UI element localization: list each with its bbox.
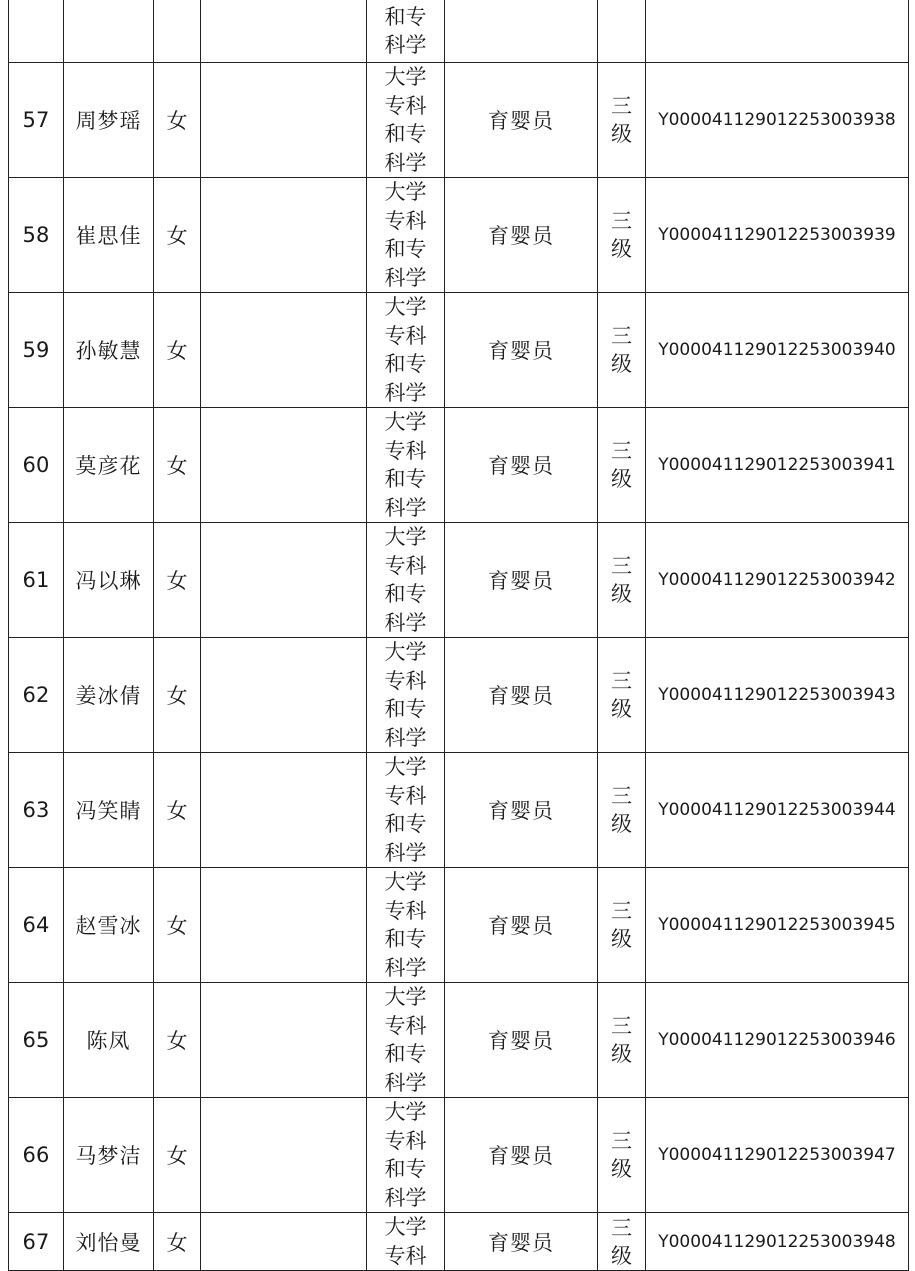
cell-level: 三级 [598, 178, 646, 293]
cell-education: 大学专科 [367, 1213, 445, 1271]
cell-number: 57 [9, 63, 64, 178]
cell-occupation: 育婴员 [445, 868, 598, 983]
cell-gender: 女 [154, 638, 201, 753]
cell-blank [201, 63, 367, 178]
cell-certificate: Y000041129012253003947 [646, 1098, 909, 1213]
cell-certificate: Y000041129012253003939 [646, 178, 909, 293]
cell-certificate: Y000041129012253003940 [646, 293, 909, 408]
cell-blank [201, 523, 367, 638]
cell-name: 马梦洁 [64, 1098, 154, 1213]
cell-certificate: Y000041129012253003938 [646, 63, 909, 178]
cell-level: 三级 [598, 1098, 646, 1213]
table-row [9, 1098, 909, 1213]
cell-occupation: 育婴员 [445, 753, 598, 868]
cell-name: 刘怡曼 [64, 1213, 154, 1271]
roster-table-body [9, 0, 909, 1271]
cell-level: 三级 [598, 753, 646, 868]
cell-certificate: Y000041129012253003943 [646, 638, 909, 753]
cell-number: 58 [9, 178, 64, 293]
cell-certificate: Y000041129012253003946 [646, 983, 909, 1098]
cell-level [598, 0, 646, 63]
cell-occupation: 育婴员 [445, 63, 598, 178]
cell-occupation: 育婴员 [445, 638, 598, 753]
cell-blank [201, 638, 367, 753]
cell-gender [154, 0, 201, 63]
cell-level: 三级 [598, 293, 646, 408]
cell-education: 大学专科和专科学 [367, 638, 445, 753]
cell-blank [201, 293, 367, 408]
cell-blank [201, 0, 367, 63]
cell-occupation [445, 0, 598, 63]
table-row [9, 753, 909, 868]
cell-name: 赵雪冰 [64, 868, 154, 983]
cell-level: 三级 [598, 408, 646, 523]
cell-blank [201, 1098, 367, 1213]
cell-name [64, 0, 154, 63]
cell-name: 周梦瑶 [64, 63, 154, 178]
table-row [9, 523, 909, 638]
cell-number: 63 [9, 753, 64, 868]
cell-name: 陈凤 [64, 983, 154, 1098]
cell-certificate: Y000041129012253003941 [646, 408, 909, 523]
cell-certificate: Y000041129012253003944 [646, 753, 909, 868]
cell-occupation: 育婴员 [445, 983, 598, 1098]
cell-number: 62 [9, 638, 64, 753]
cell-education: 大学专科和专科学 [367, 983, 445, 1098]
cell-level: 三级 [598, 868, 646, 983]
table-row-partial-bottom [9, 1213, 909, 1271]
cell-number: 60 [9, 408, 64, 523]
cell-gender: 女 [154, 983, 201, 1098]
cell-education: 大学专科和专科学 [367, 868, 445, 983]
cell-occupation: 育婴员 [445, 178, 598, 293]
cell-education: 和专科学 [367, 0, 445, 63]
cell-education: 大学专科和专科学 [367, 293, 445, 408]
cell-blank [201, 983, 367, 1098]
cell-education: 大学专科和专科学 [367, 1098, 445, 1213]
cell-education: 大学专科和专科学 [367, 523, 445, 638]
cell-gender: 女 [154, 753, 201, 868]
cell-name: 冯以琳 [64, 523, 154, 638]
cell-level: 三级 [598, 1213, 646, 1271]
table-row [9, 868, 909, 983]
cell-number: 66 [9, 1098, 64, 1213]
cell-gender: 女 [154, 1213, 201, 1271]
cell-blank [201, 408, 367, 523]
cell-number: 67 [9, 1213, 64, 1271]
table-row [9, 63, 909, 178]
cell-occupation: 育婴员 [445, 1213, 598, 1271]
cell-number: 64 [9, 868, 64, 983]
cell-name: 崔思佳 [64, 178, 154, 293]
cell-number: 65 [9, 983, 64, 1098]
cell-education: 大学专科和专科学 [367, 178, 445, 293]
cell-certificate: Y000041129012253003948 [646, 1213, 909, 1271]
table-row [9, 638, 909, 753]
cell-education: 大学专科和专科学 [367, 408, 445, 523]
table-row [9, 178, 909, 293]
cell-certificate: Y000041129012253003942 [646, 523, 909, 638]
cell-gender: 女 [154, 408, 201, 523]
table-row [9, 983, 909, 1098]
cell-occupation: 育婴员 [445, 408, 598, 523]
cell-blank [201, 753, 367, 868]
cell-occupation: 育婴员 [445, 523, 598, 638]
roster-table [8, 0, 909, 1271]
cell-gender: 女 [154, 63, 201, 178]
cell-blank [201, 1213, 367, 1271]
cell-name: 莫彦花 [64, 408, 154, 523]
cell-education: 大学专科和专科学 [367, 63, 445, 178]
cell-gender: 女 [154, 178, 201, 293]
cell-name: 孙敏慧 [64, 293, 154, 408]
cell-name: 冯笑睛 [64, 753, 154, 868]
cell-level: 三级 [598, 983, 646, 1098]
cell-certificate [646, 0, 909, 63]
table-row-partial-top [9, 0, 909, 63]
cell-gender: 女 [154, 293, 201, 408]
cell-gender: 女 [154, 1098, 201, 1213]
cell-level: 三级 [598, 638, 646, 753]
cell-gender: 女 [154, 523, 201, 638]
cell-certificate: Y000041129012253003945 [646, 868, 909, 983]
table-row [9, 293, 909, 408]
cell-name: 姜冰倩 [64, 638, 154, 753]
cell-blank [201, 178, 367, 293]
cell-number [9, 0, 64, 63]
table-row [9, 408, 909, 523]
cell-number: 59 [9, 293, 64, 408]
cell-gender: 女 [154, 868, 201, 983]
cell-level: 三级 [598, 523, 646, 638]
cell-level: 三级 [598, 63, 646, 178]
cell-education: 大学专科和专科学 [367, 753, 445, 868]
cell-occupation: 育婴员 [445, 1098, 598, 1213]
cell-blank [201, 868, 367, 983]
cell-occupation: 育婴员 [445, 293, 598, 408]
cell-number: 61 [9, 523, 64, 638]
